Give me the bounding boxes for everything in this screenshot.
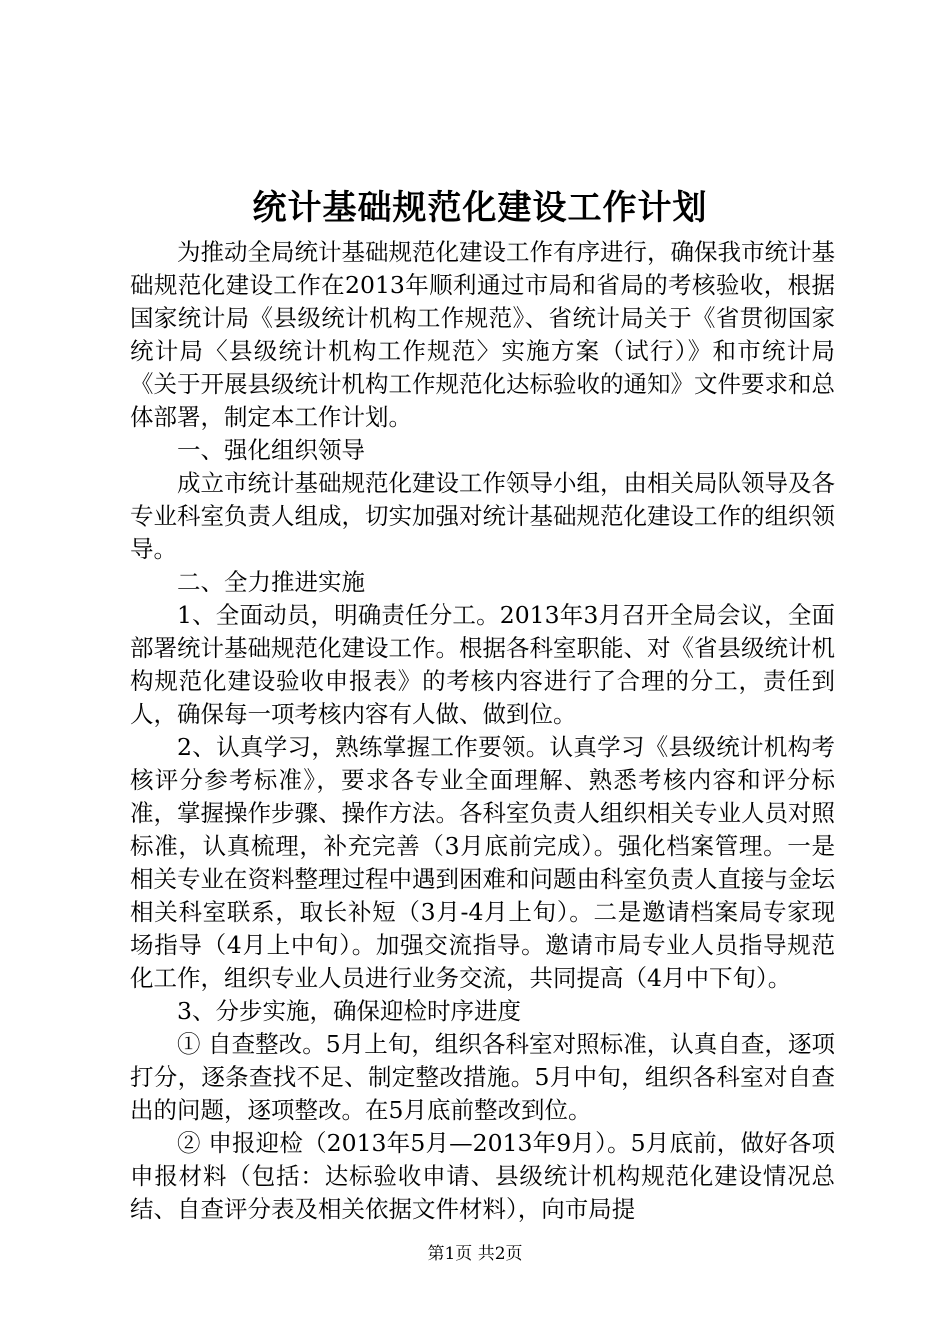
document-body	[130, 236, 835, 1226]
application-paragraph: ② 申报迎检（2013年5月—2013年9月）。5月底前，做好各项申报材料（包括：达标验收申请、县级统计机构规范化建设情况总结、自查评分表及相关依据文件材料），向市局提	[130, 1129, 835, 1223]
organization-paragraph: 成立市统计基础规范化建设工作领导小组，由相关局队领导及各专业科室负责人组成，切实加强对统计基础规范化建设工作的组织领导。	[130, 469, 835, 563]
mobilization-paragraph: 1、全面动员，明确责任分工。2013年3月召开全局会议，全面部署统计基础规范化建设工作。根据各科室职能、对《省县级统计机构规范化建设验收申报表》的考核内容进行了合理的分工，责任到人，确保每一项考核内容有人做、做到位。	[130, 601, 835, 728]
subsection-heading-phased: 3、分步实施，确保迎检时序进度	[177, 997, 521, 1025]
study-paragraph: 2、认真学习，熟练掌握工作要领。认真学习《县级统计机构考核评分参考标准》，要求各专业全面理解、熟悉考核内容和评分标准，掌握操作步骤、操作方法。各科室负责人组织相关专业人员对照标准，认真梳理，补充完善（3月底前完成）。强化档案管理。一是相关专业在资料整理过程中遇到困难和问题由科室负责人直接与金坛相关科室联系，取长补短（3月-4月上旬）。二是邀请档案局专家现场指导（4月上中旬）。加强交流指导。邀请市局专业人员指导规范化工作，组织专业人员进行业务交流，共同提高（4月中下旬）。	[130, 733, 835, 992]
page-footer: 第1页 共2页	[427, 1244, 523, 1264]
document-title: 统计基础规范化建设工作计划	[252, 188, 708, 228]
section-heading-implementation: 二、全力推进实施	[177, 568, 365, 596]
section-heading-organization: 一、强化组织领导	[177, 436, 365, 464]
intro-paragraph: 为推动全局统计基础规范化建设工作有序进行，确保我市统计基础规范化建设工作在2013年顺利通过市局和省局的考核验收，根据国家统计局《县级统计机构工作规范》、省统计局关于《省贯彻国家统计局〈县级统计机构工作规范〉实施方案（试行）》和市统计局《关于开展县级统计机构工作规范化达标验收的通知》文件要求和总体部署，制定本工作计划。	[130, 238, 835, 431]
self-check-paragraph: ① 自查整改。5月上旬，组织各科室对照标准，认真自查，逐项打分，逐条查找不足、制定整改措施。5月中旬，组织各科室对自查出的问题，逐项整改。在5月底前整改到位。	[130, 1030, 835, 1124]
